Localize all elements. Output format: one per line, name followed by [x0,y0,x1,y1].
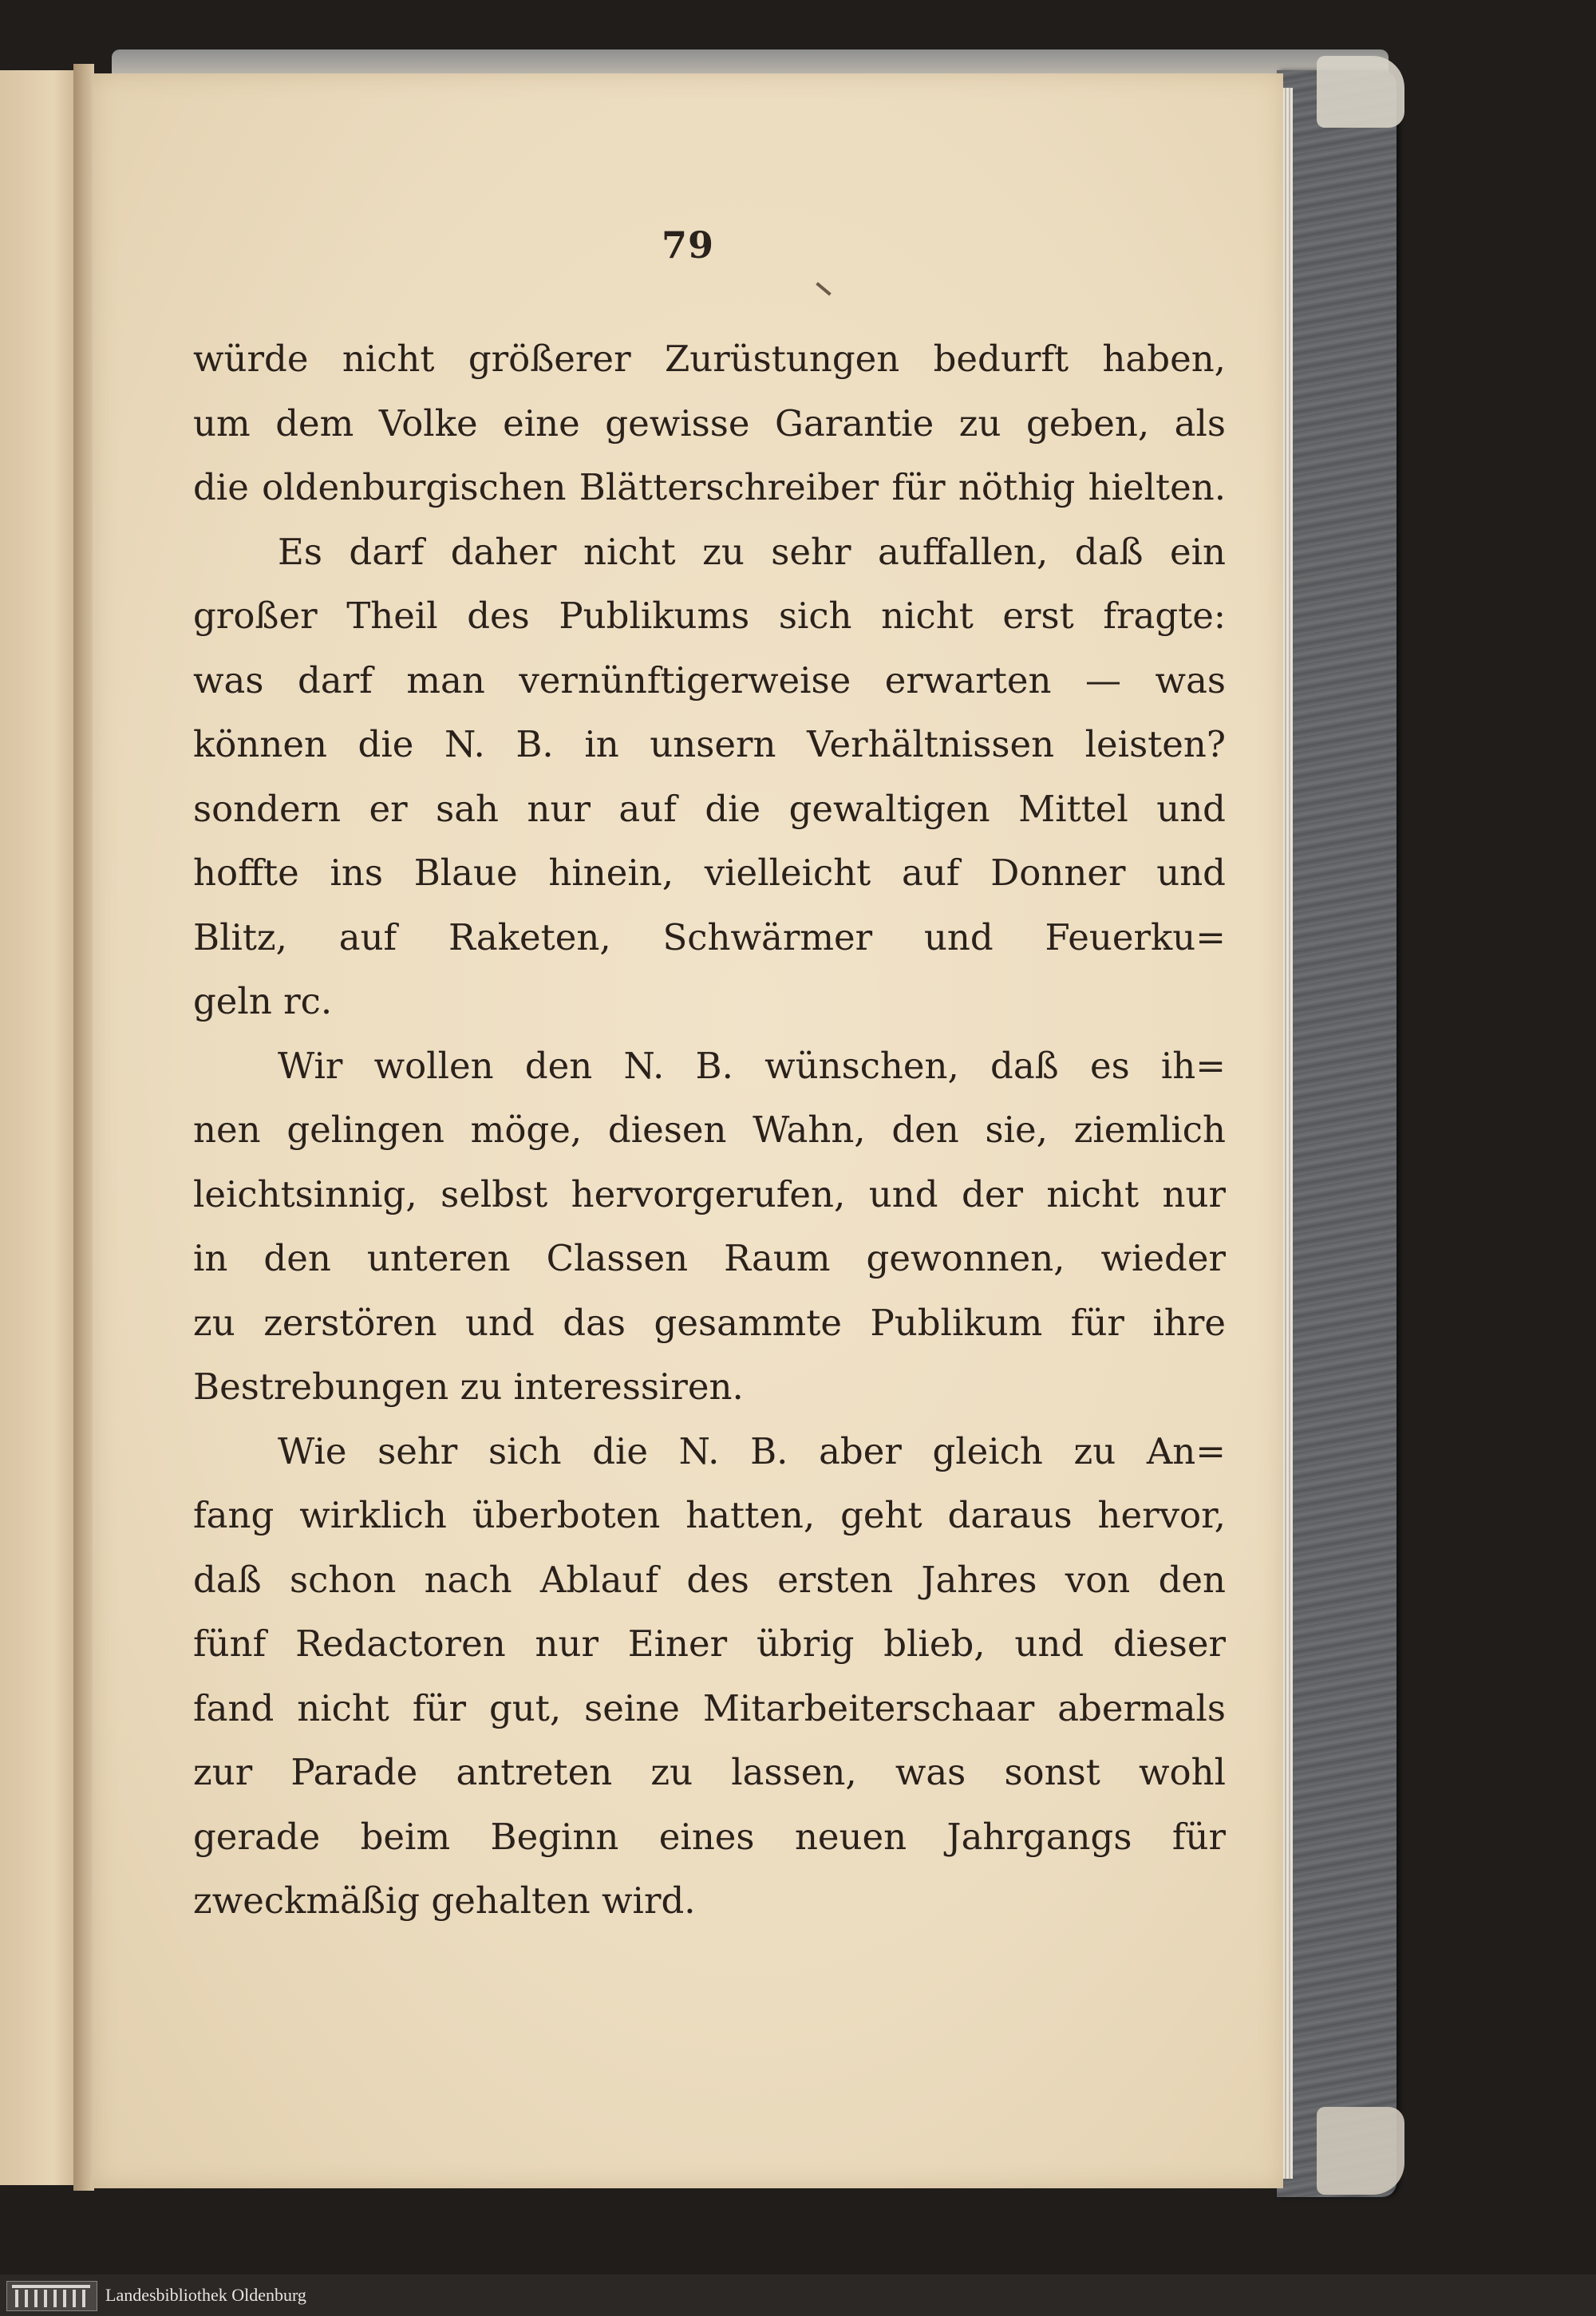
text-line: sondern er sah nur auf die gewaltigen Mittel und [193,787,1226,830]
text-line: geln rc. [193,980,333,1022]
text-line: hoffte ins Blaue hinein, vielleicht auf Donner und [193,852,1226,894]
left-page-edge [0,70,78,2185]
text-line: zu zerstören und das gesammte Publikum für ihre [193,1301,1226,1344]
body-text [193,327,1226,1934]
text-line: in den unteren Classen Raum gewonnen, wieder [193,1237,1226,1279]
text-line: Es darf daher nicht zu sehr auffallen, daß ein [278,530,1226,573]
cover-corner-top [1317,56,1404,128]
text-line: würde nicht größerer Zurüstungen bedurft haben, [193,338,1226,380]
cover-corner-bottom [1317,2107,1404,2195]
text-line: nen gelingen möge, diesen Wahn, den sie, ziemlich [193,1109,1226,1151]
text-line: zur Parade antreten zu lassen, was sonst wohl [193,1751,1226,1793]
text-line: Wie sehr sich die N. B. aber gleich zu An= [278,1429,1226,1472]
text-line: Blitz, auf Raketen, Schwärmer und Feuerku= [193,915,1226,958]
text-line: Wir wollen den N. B. wünschen, daß es ih= [278,1044,1226,1087]
text-line: fünf Redactoren nur Einer übrig blieb, und dieser [193,1622,1226,1665]
text-line: können die N. B. in unsern Verhältnissen leisten? [193,723,1226,765]
book-gutter [73,64,94,2191]
text-line: die oldenburgischen Blätterschreiber für nöthig hielten. [193,466,1226,508]
text-line: leichtsinnig, selbst hervorgerufen, und der nicht nur [193,1172,1226,1215]
text-line: zweckmäßig gehalten wird. [193,1879,696,1922]
text-line: um dem Volke eine gewisse Garantie zu geben, als [193,401,1226,445]
text-line: fang wirklich überboten hatten, geht daraus hervor, [193,1494,1226,1536]
library-name: Landesbibliothek Oldenburg [105,2285,306,2305]
page-number: 79 [661,223,714,267]
text-line: daß schon nach Ablauf des ersten Jahres von den [193,1558,1226,1601]
book-page [93,73,1283,2188]
ink-mark [816,282,831,295]
library-building-icon [6,2281,97,2311]
text-line: gerade beim Beginn eines neuen Jahrgangs für [193,1815,1226,1858]
book-cover-board [1277,70,1396,2197]
text-line: Bestrebungen zu interessiren. [193,1365,744,1408]
text-line: fand nicht für gut, seine Mitarbeiterschaar abermals [193,1686,1226,1729]
text-line: großer Theil des Publikums sich nicht erst fragte: [193,595,1226,637]
book-top-edge [112,49,1389,77]
text-line: was darf man vernünftigerweise erwarten — was [193,658,1226,702]
